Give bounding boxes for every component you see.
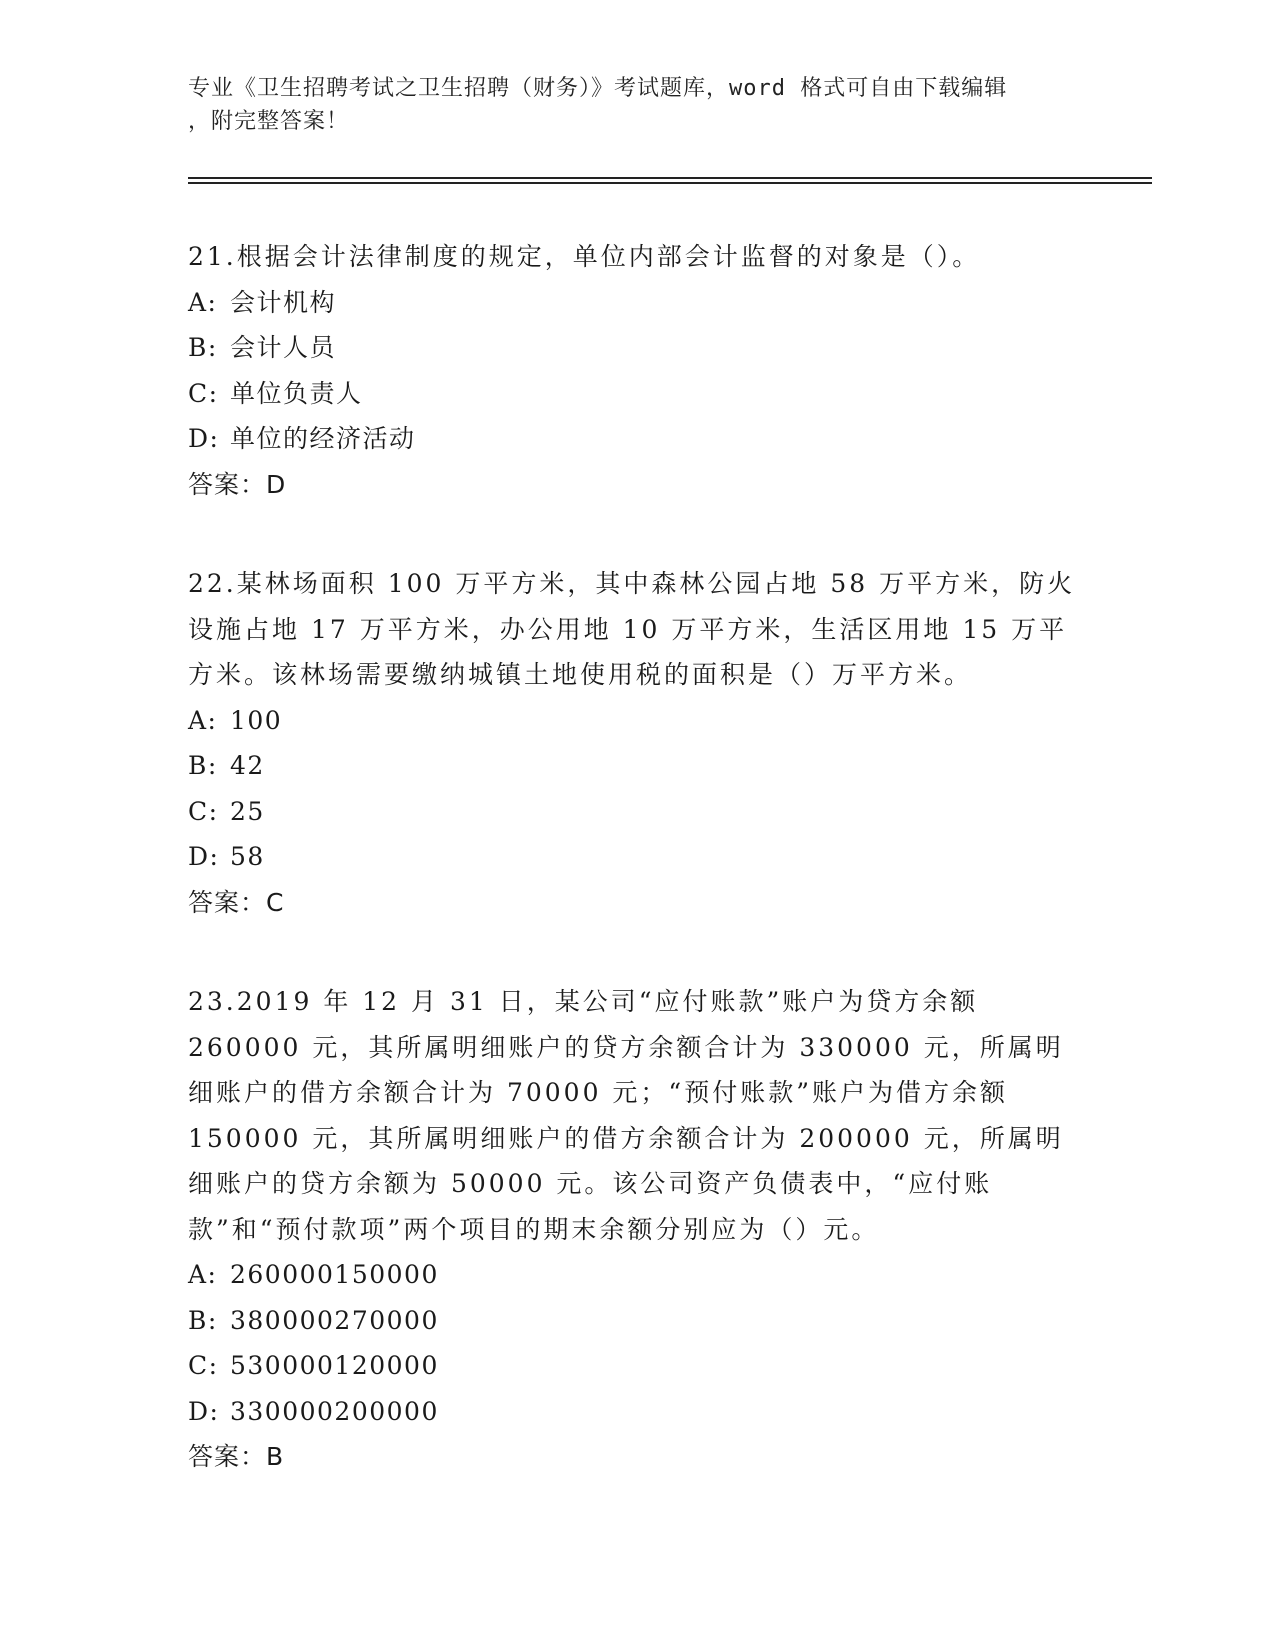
option-letter: B:: [188, 333, 218, 362]
option-letter: B:: [188, 1305, 218, 1335]
option-text: 单位负责人: [230, 378, 363, 408]
option-text: 42: [230, 751, 265, 780]
option-letter: D:: [188, 842, 220, 871]
option-b: [188, 743, 1078, 789]
option-d: [188, 1389, 1078, 1435]
option-text: 单位的经济活动: [230, 424, 416, 453]
header-line-2: ，附完整答案！: [188, 109, 350, 134]
option-text: 380000270000: [230, 1305, 439, 1335]
option-text: 会计机构: [230, 287, 337, 317]
option-d: [188, 834, 1078, 880]
option-text: 58: [230, 842, 265, 871]
question-stem: 21.根据会计法律制度的规定，单位内部会计监督的对象是（）。: [188, 242, 981, 271]
option-a: [188, 1252, 1078, 1298]
answer-label: 答案：B: [188, 1442, 285, 1471]
option-letter: C:: [188, 1351, 219, 1380]
option-letter: B:: [188, 751, 218, 780]
answer-label: 答案：C: [188, 887, 285, 917]
question-list: [188, 234, 1078, 1534]
header-divider-top: [188, 177, 1152, 179]
option-letter: C:: [188, 378, 219, 408]
option-text: 25: [230, 796, 265, 826]
question-stem: 22.某林场面积 100 万平方米，其中森林公园占地 58 万平方米，防火设施占地 17 万平方米，办公用地 10 万平方米，生活区用地 15 万平方米。该林场需要缴纳城镇土地使用税的面积是（）万平方米。: [188, 569, 1076, 689]
option-letter: A:: [188, 705, 218, 735]
option-c: [188, 789, 1078, 835]
option-letter: D:: [188, 424, 220, 453]
document-header: [188, 72, 1088, 138]
question-21: [188, 234, 1078, 507]
option-a: [188, 698, 1078, 744]
question-23: [188, 979, 1078, 1480]
option-text: 会计人员: [230, 333, 337, 362]
option-b: [188, 325, 1078, 371]
option-letter: C:: [188, 796, 219, 826]
question-22: [188, 561, 1078, 925]
question-stem: 23.2019 年 12 月 31 日，某公司“应付账款”账户为贷方余额 260000 元，其所属明细账户的贷方余额合计为 330000 元，所属明细账户的借方余额合计为 70000 元；“预付账款”账户为借方余额 150000 元，其所属明细账户的借方余额合计为 200000 元，所属明细账户的贷方余额为 50000 元。该公司资产负债表中，“应付账款”和“预付款项”两个项目的期末余额分别应为（）元。: [188, 987, 1064, 1244]
option-letter: A:: [188, 287, 218, 317]
option-b: [188, 1298, 1078, 1344]
option-text: 530000120000: [230, 1351, 439, 1380]
option-d: [188, 416, 1078, 462]
option-text: 260000150000: [230, 1260, 439, 1289]
option-letter: A:: [188, 1260, 218, 1289]
option-c: [188, 1343, 1078, 1389]
option-a: [188, 280, 1078, 326]
header-line-1: 专业《卫生招聘考试之卫生招聘（财务）》考试题库，word 格式可自由下载编辑: [188, 76, 1008, 101]
option-text: 100: [230, 705, 283, 735]
header-divider-bottom: [188, 182, 1152, 184]
option-text: 330000200000: [230, 1396, 439, 1426]
option-c: [188, 371, 1078, 417]
option-letter: D:: [188, 1396, 220, 1426]
answer-label: 答案：D: [188, 469, 287, 499]
